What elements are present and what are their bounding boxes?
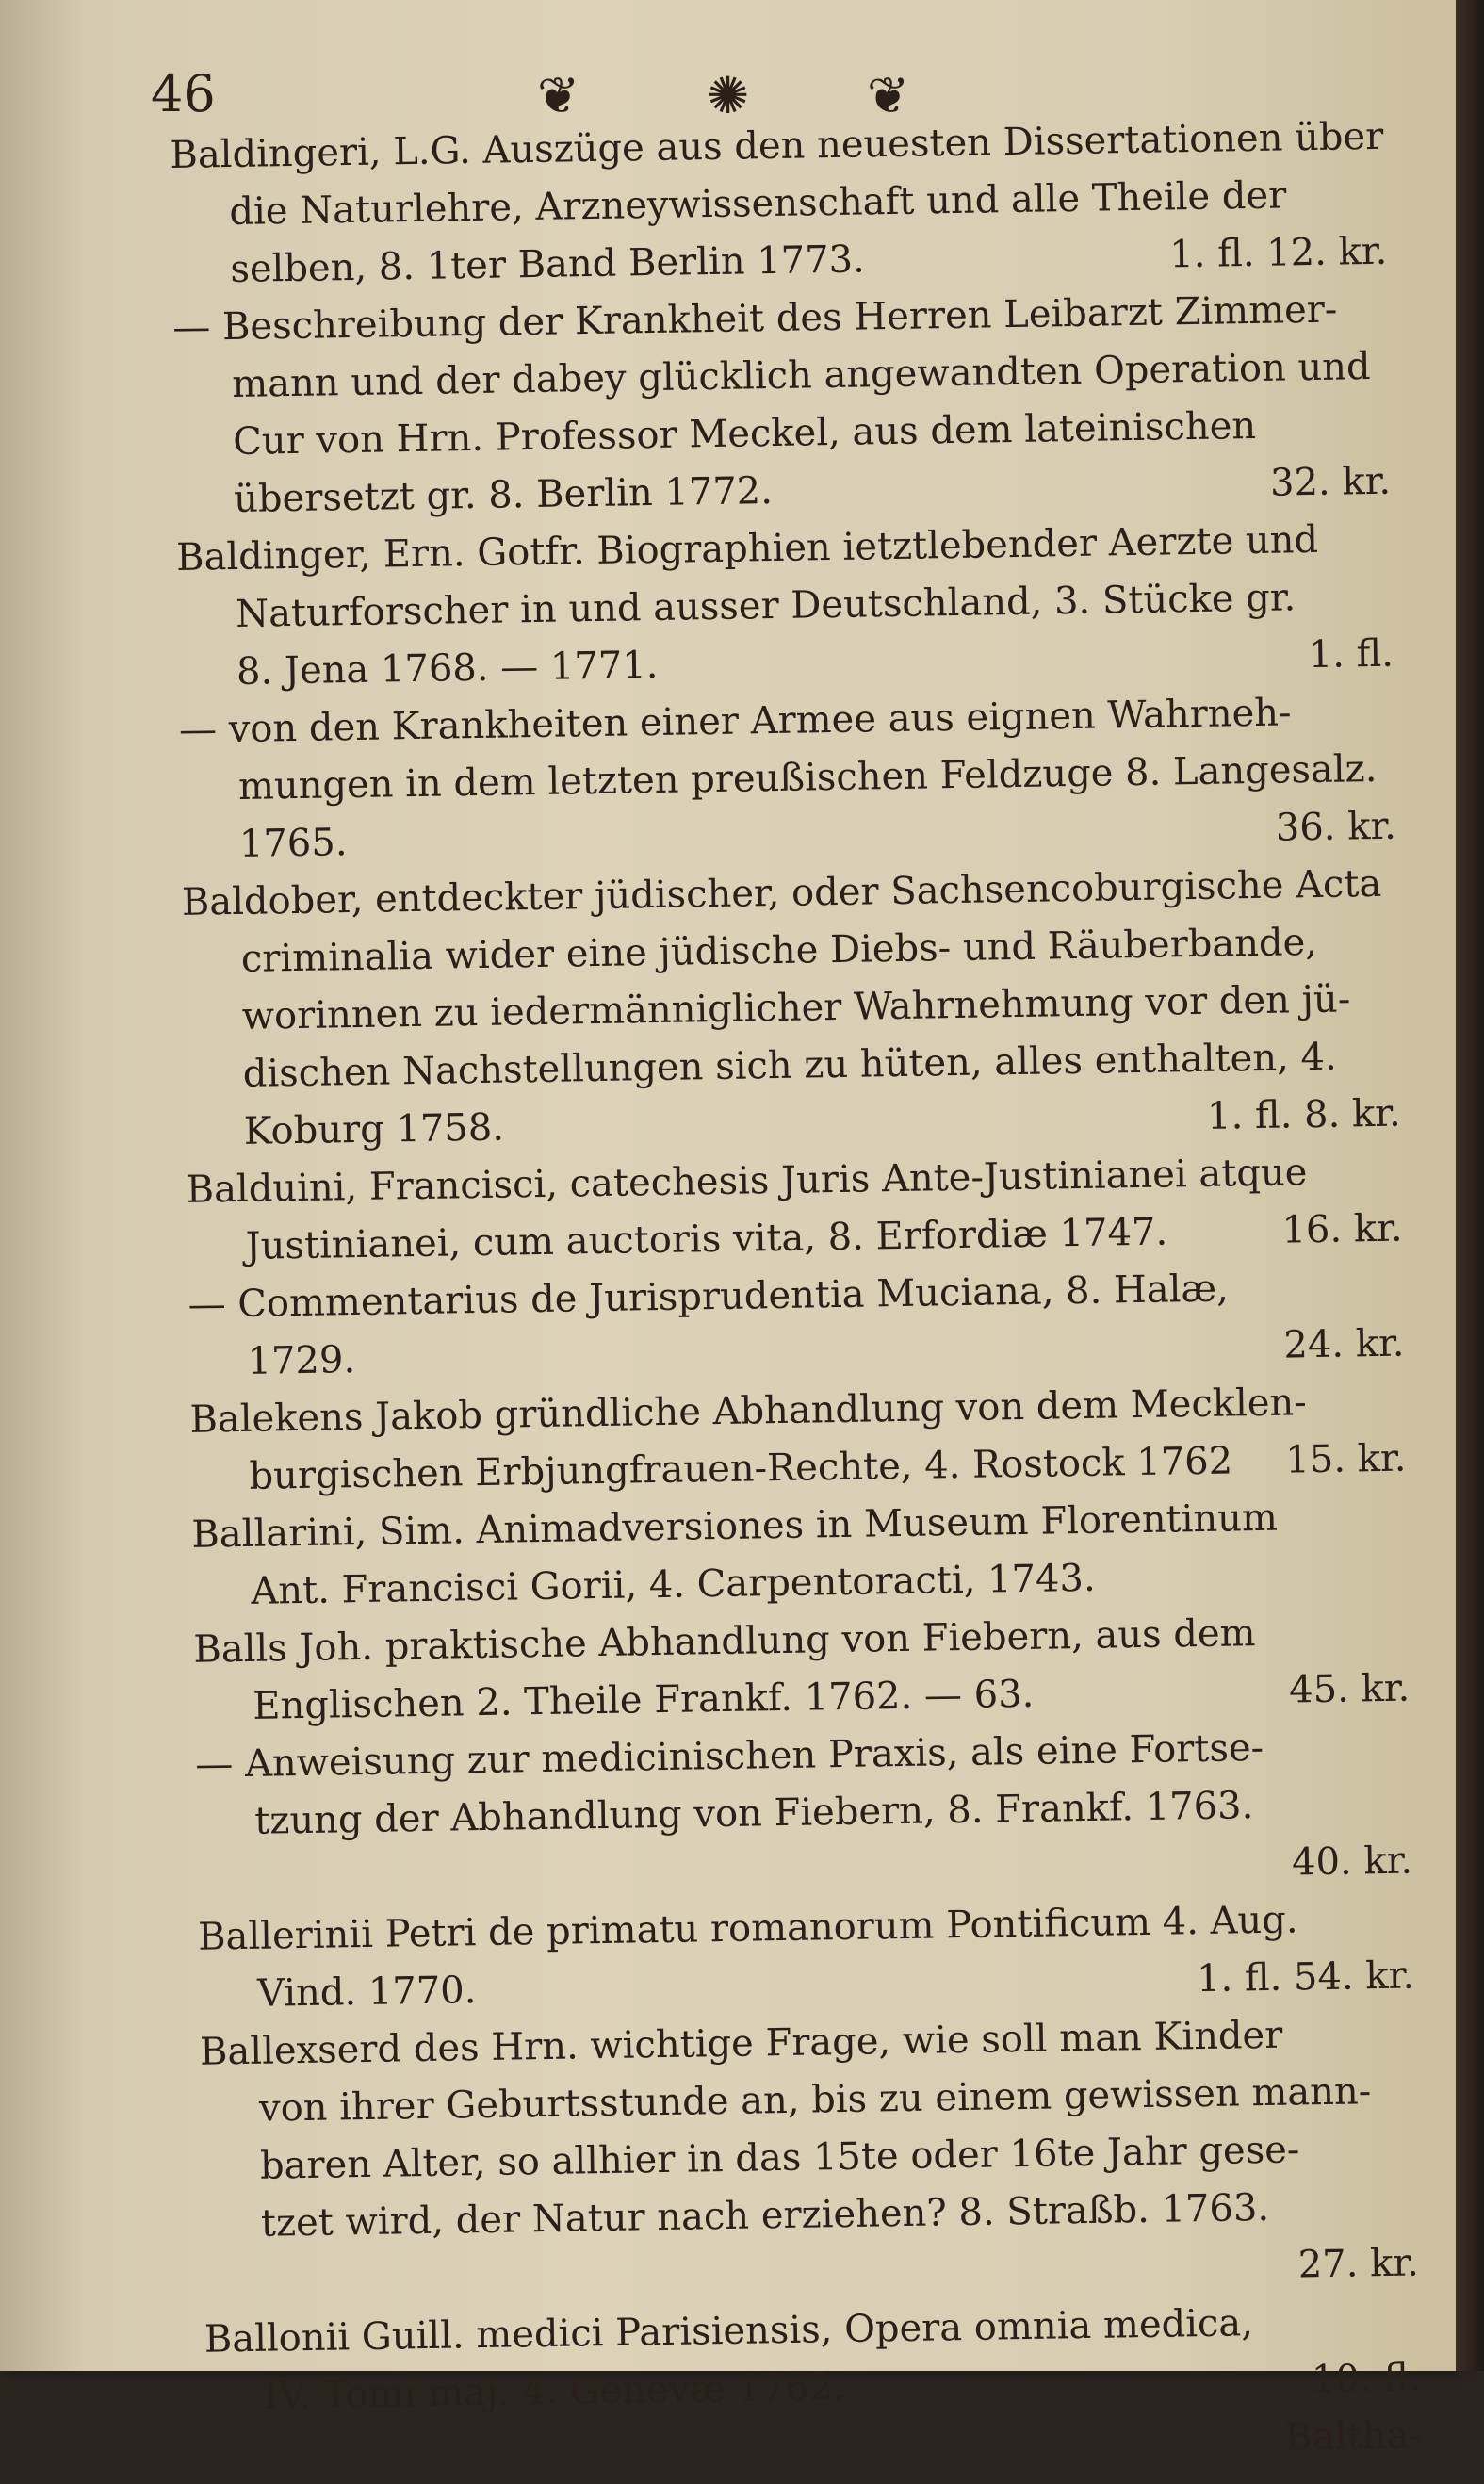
- entry-text: tzung der Abhandlung von Fiebern, 8. Frankf. 1763.: [254, 1777, 1254, 1851]
- catalog-entries: [170, 108, 1422, 2484]
- catalog-entry: [193, 1603, 1411, 1737]
- catalog-entry: [179, 683, 1397, 874]
- entry-text: Baldober, entdeckter jüdischer, oder Sachsencoburgische Acta: [181, 856, 1381, 932]
- catalog-entry: [186, 1143, 1403, 1277]
- entry-text: Balls Joh. praktische Abhandlung von Fiebern, aus dem: [193, 1605, 1256, 1679]
- entry-price: 45. kr.: [1270, 1660, 1411, 1720]
- entry-text: mann und der dabey glücklich angewandten Operation und: [232, 338, 1371, 414]
- entry-price: 15. kr.: [1266, 1430, 1407, 1490]
- catalog-entry: [176, 511, 1394, 702]
- entry-text: tzet wird, der Natur nach erziehen? 8. Straßb. 1763.: [260, 2180, 1269, 2253]
- entry-text: Baldinger, Ern. Gotfr. Biographien ietztlebender Aerzte und: [176, 512, 1319, 587]
- entry-text: Vind. 1770.: [257, 1962, 477, 2023]
- entry-text: Baldingeri, L.G. Auszüge aus den neuesten Dissertationen über: [170, 108, 1384, 185]
- entry-price: 1. fl.: [1289, 626, 1394, 685]
- entry-text: mungen in dem letzten preußischen Feldzuge 8. Langesalz.: [238, 741, 1378, 816]
- entry-price: 1. fl. 54. kr.: [1178, 1947, 1415, 2008]
- entry-text: baren Alter, so allhier in das 15te oder 16te Jahr gese-: [260, 2121, 1300, 2195]
- catalog-entry: [170, 108, 1388, 300]
- entry-price: 27. kr.: [203, 2234, 1419, 2311]
- entry-text: IV. Tomi maj. 4. Genevæ 1762.: [263, 2359, 845, 2426]
- catalog-entry: [195, 1718, 1413, 1909]
- catalog-entry: [198, 1890, 1415, 2024]
- entry-text: worinnen zu iedermänniglicher Wahrnehmung vor den jü-: [241, 971, 1350, 1045]
- entry-price: 24. kr.: [1264, 1316, 1405, 1375]
- catalog-entry: [189, 1373, 1407, 1507]
- entry-text: — von den Krankheiten einer Armee aus eignen Wahrneh-: [179, 684, 1292, 760]
- page-number: 46: [151, 64, 216, 123]
- rosette-ornament-icon: ✺: [707, 66, 749, 125]
- entry-text: Ballerinii Petri de primatu romanorum Pontificum 4. Aug.: [198, 1891, 1298, 1966]
- book-binding: [1456, 0, 1484, 2371]
- entry-text: criminalia wider eine jüdische Diebs- und Räuberbande,: [240, 914, 1317, 989]
- entry-text: 8. Jena 1768. — 1771.: [236, 637, 659, 701]
- entry-text: übersetzt gr. 8. Berlin 1772.: [234, 463, 774, 529]
- entry-text: 1765.: [238, 814, 347, 874]
- catalog-entry: [204, 2292, 1421, 2426]
- catchword: Baltha-: [205, 2407, 1422, 2483]
- entry-text: Englischen 2. Theile Frankf. 1762. — 63.: [253, 1666, 1035, 1736]
- entry-text: Justinianei, cum auctoris vita, 8. Erfordiæ 1747.: [245, 1204, 1167, 1276]
- entry-price: 32. kr.: [1251, 453, 1392, 513]
- catalog-entry: [200, 2004, 1420, 2311]
- fleuron-ornament-icon: ❦: [537, 66, 579, 125]
- entry-price: 1. fl. 12. kr.: [1150, 223, 1388, 285]
- entry-text: Naturforscher in und ausser Deutschland, 3. Stücke gr.: [236, 569, 1296, 644]
- entry-text: 1729.: [247, 1332, 355, 1391]
- entry-price: 16. kr.: [1263, 1201, 1403, 1260]
- entry-text: von ihrer Geburtsstunde an, bis zu einem gewissen mann-: [259, 2063, 1372, 2138]
- entry-text: burgischen Erbjungfrauen-Rechte, 4. Rostock 1762: [249, 1432, 1233, 1505]
- entry-price: 1. fl. 8. kr.: [1188, 1086, 1401, 1147]
- entry-price: 10. fl.: [1292, 2349, 1421, 2409]
- entry-text: Ant. Francisci Gorii, 4. Carpentoracti, 1743.: [251, 1550, 1096, 1621]
- entry-price: 36. kr.: [1256, 798, 1396, 858]
- entry-text: Ballarini, Sim. Animadversiones in Museum Florentinum: [191, 1490, 1278, 1564]
- entry-text: Koburg 1758.: [243, 1100, 504, 1161]
- entry-text: Ballonii Guill. medici Parisiensis, Opera omnia medica,: [204, 2295, 1253, 2368]
- entry-text: Balduini, Francisci, catechesis Juris Ante-Justinianei atque: [186, 1144, 1308, 1219]
- entry-text: — Anweisung zur medicinischen Praxis, als eine Fortse-: [195, 1720, 1264, 1794]
- entry-text: die Naturlehre, Arzneywissenschaft und alle Theile der: [229, 167, 1287, 241]
- catalog-entry: [188, 1258, 1405, 1392]
- entry-text: — Commentarius de Jurisprudentia Muciana, 8. Halæ,: [188, 1261, 1229, 1334]
- entry-text: dischen Nachstellungen sich zu hüten, alles enthalten, 4.: [242, 1029, 1337, 1103]
- fleuron-ornament-icon: ❦: [867, 66, 909, 125]
- catalog-entry: [191, 1488, 1409, 1622]
- catalog-entry: [172, 281, 1392, 530]
- entry-price: 40. kr.: [197, 1833, 1413, 1909]
- catalog-entry: [181, 856, 1401, 1162]
- entry-text: selben, 8. 1ter Band Berlin 1773.: [230, 231, 865, 299]
- entry-text: Ballexserd des Hrn. wichtige Frage, wie soll man Kinder: [200, 2007, 1283, 2082]
- entry-text: Balekens Jakob gründliche Abhandlung von dem Mecklen-: [189, 1374, 1307, 1449]
- entry-text: Cur von Hrn. Professor Meckel, aus dem lateinischen: [233, 398, 1257, 471]
- entry-text: — Beschreibung der Krankheit des Herren Leibarzt Zimmer-: [172, 282, 1338, 357]
